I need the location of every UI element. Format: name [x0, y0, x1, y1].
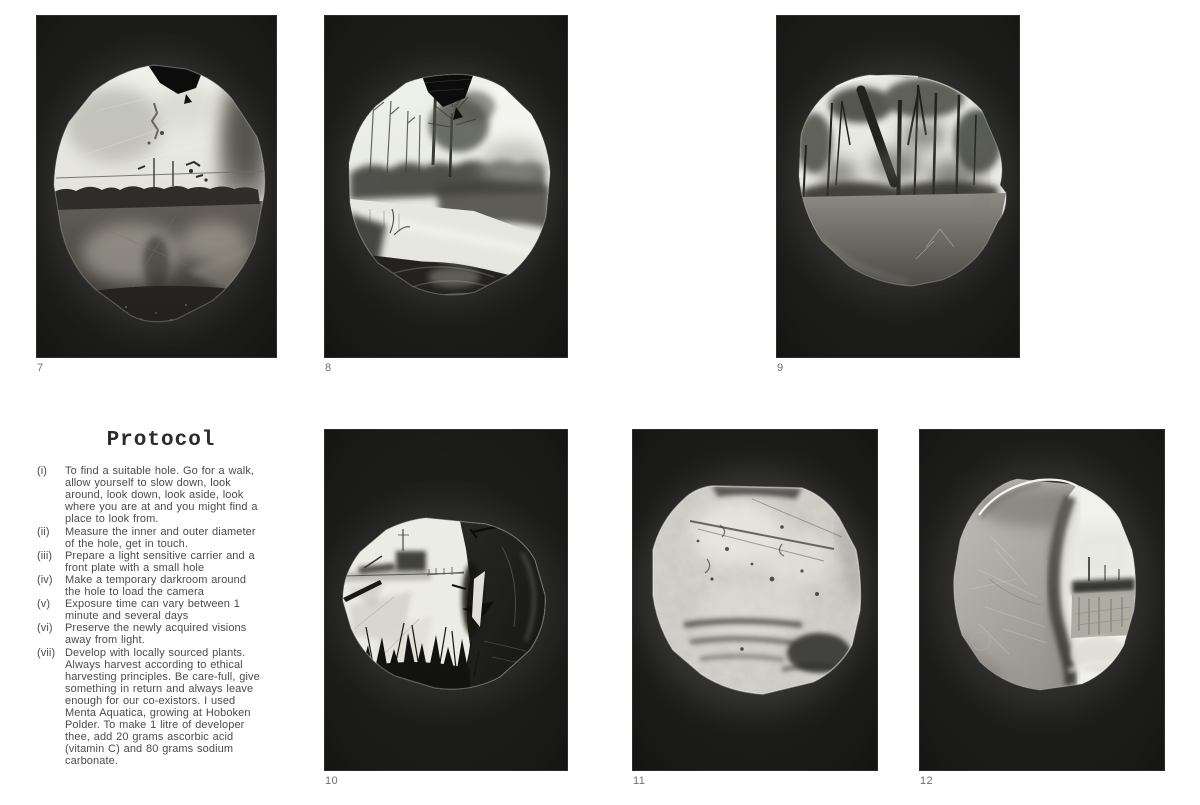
- figure-7: [36, 15, 277, 374]
- protocol-item-numeral: (vi): [37, 622, 53, 635]
- protocol-item-vi: [37, 622, 261, 646]
- photo-11-artwork: [632, 429, 878, 771]
- figure-12: [919, 429, 1165, 787]
- protocol-item-text: Preserve the newly acquired visions away from light.: [65, 622, 247, 647]
- protocol-item-numeral: (vii): [37, 646, 56, 659]
- photo-7-artwork: [36, 15, 277, 358]
- photo-8-artwork: [324, 15, 568, 358]
- protocol-item-vii: [37, 647, 261, 768]
- figure-10: [324, 429, 568, 787]
- protocol-item-text: Make a temporary darkroom around the hole to load the camera: [65, 573, 247, 599]
- protocol-item-iii: [37, 550, 261, 574]
- protocol-item-text: Prepare a light sensitive carrier and a front plate with a small hole: [65, 549, 255, 574]
- protocol-item-numeral: (v): [37, 598, 51, 611]
- protocol-item-text: Measure the inner and outer diameter of the hole, get in touch.: [65, 525, 256, 550]
- protocol-item-ii: [37, 526, 261, 550]
- figure-8: [324, 15, 568, 374]
- photo-12-artwork: [919, 429, 1165, 771]
- protocol-item-text: To find a suitable hole. Go for a walk, allow yourself to slow down, look around, look down, look aside, look where you are at and you might find a place to look from.: [65, 465, 258, 526]
- figure-10-number: 10: [325, 775, 339, 787]
- figure-12-number: 12: [920, 775, 934, 787]
- photo-10-artwork: [324, 429, 568, 771]
- protocol-item-i: [37, 465, 261, 525]
- protocol-item-text: Develop with locally sourced plants. Always harvest according to ethical harvesting principles. Be care-full, give something in return and always leave enough for our co-existors. I used Menta Aquatica, growing at Hoboken Polder. To make 1 litre of developer thee, add 20 grams ascorbic acid (vitamin C) and 80 grams sodium carbonate.: [65, 646, 260, 768]
- protocol-item-text: Exposure time can vary between 1 minute and several days: [65, 598, 240, 623]
- protocol-item-numeral: (iii): [37, 549, 53, 562]
- protocol-item-numeral: (i): [37, 465, 48, 478]
- figure-11-number: 11: [633, 775, 646, 787]
- photo-9-artwork: [776, 15, 1020, 358]
- protocol-item-numeral: (ii): [37, 525, 50, 538]
- protocol-section: [37, 429, 261, 767]
- protocol-item-v: [37, 598, 261, 622]
- figure-8-number: 8: [325, 362, 332, 374]
- protocol-item-numeral: (iv): [37, 573, 53, 586]
- figure-9-number: 9: [777, 362, 784, 374]
- protocol-list: [37, 465, 261, 767]
- figure-11: [632, 429, 878, 787]
- protocol-item-iv: [37, 574, 261, 598]
- figure-9: [776, 15, 1020, 374]
- protocol-title: Protocol: [106, 429, 216, 452]
- figure-7-number: 7: [37, 362, 44, 374]
